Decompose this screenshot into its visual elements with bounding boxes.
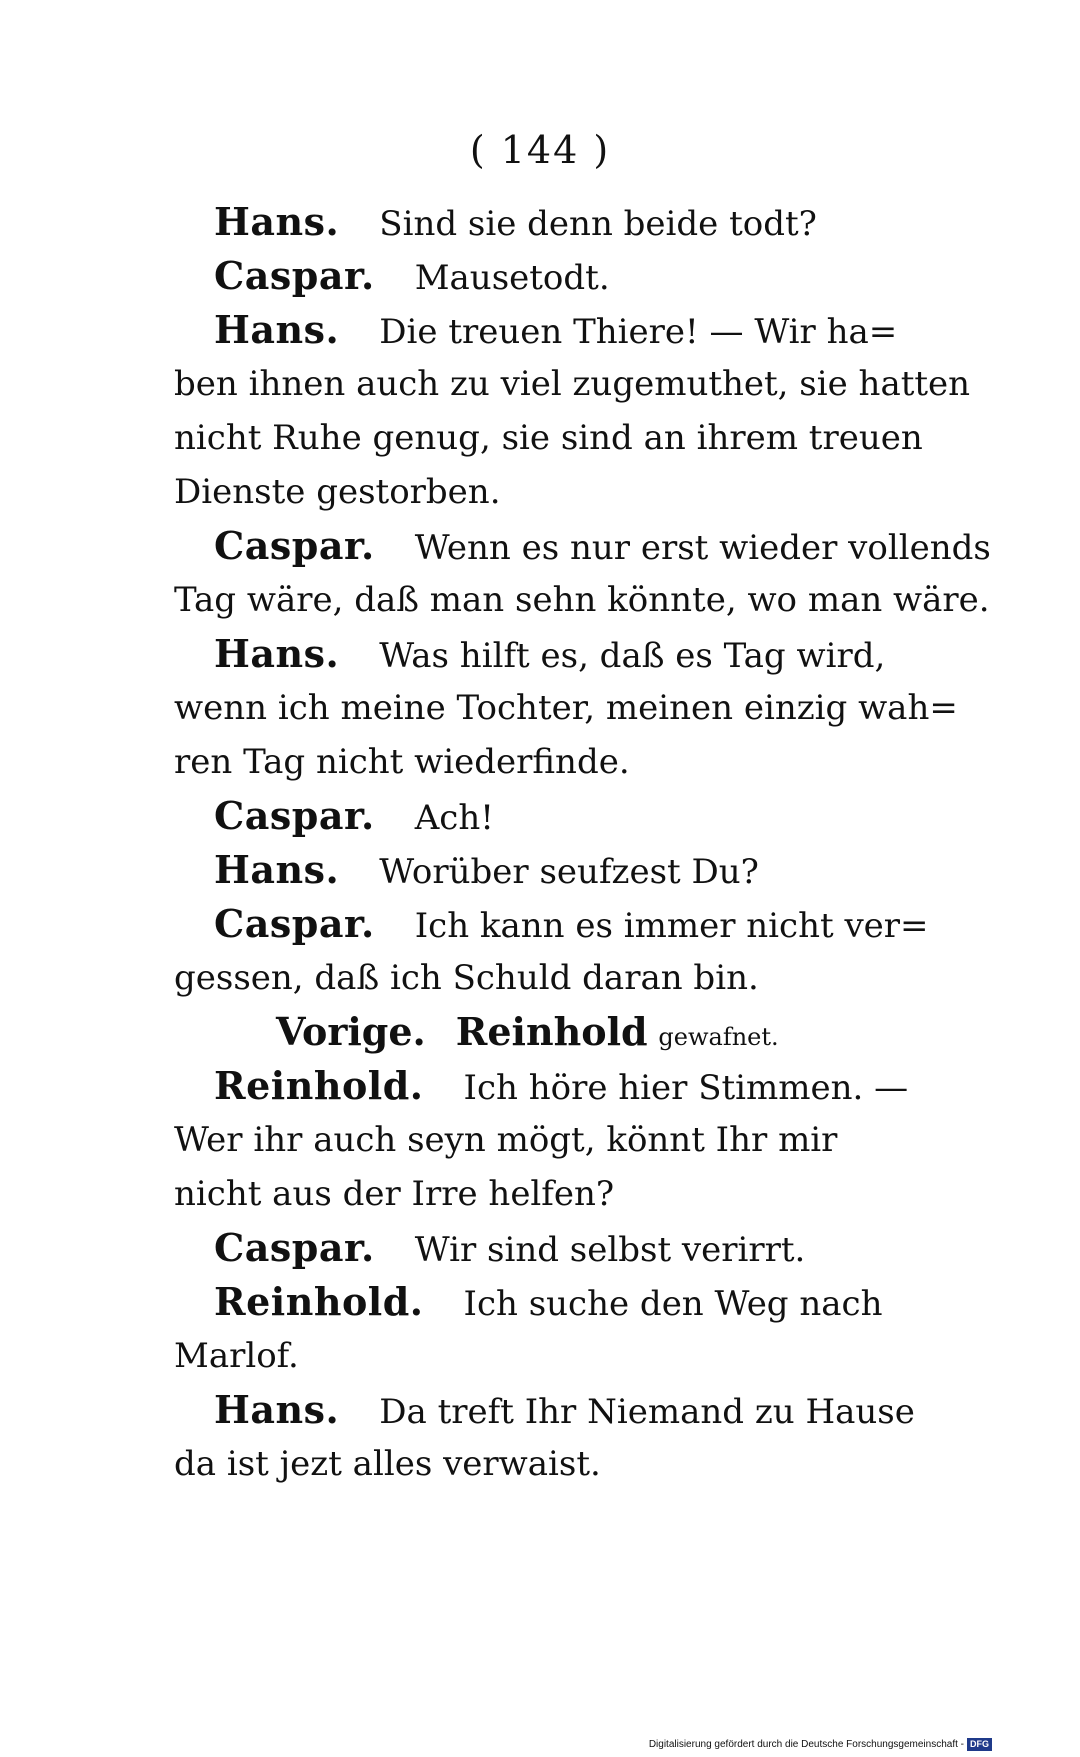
stage-direction	[174, 1005, 878, 1059]
dfg-logo: DFG	[967, 1738, 992, 1751]
speaker-name: Caspar.	[214, 523, 375, 568]
line-text: da ist jezt alles verwaist.	[174, 1444, 601, 1484]
speaker-name: Reinhold.	[214, 1063, 424, 1108]
text-line	[174, 1167, 878, 1221]
dialogue-line	[174, 1275, 883, 1329]
dialogue-line	[174, 519, 991, 573]
line-text: Wenn es nur erst wieder vollends	[414, 528, 991, 568]
line-text: Ach!	[414, 798, 494, 838]
text-line	[174, 1437, 878, 1491]
dialogue-line	[174, 627, 886, 681]
line-text: Da treft Ihr Niemand zu Hause	[379, 1392, 915, 1432]
line-text: Die treuen Thiere! — Wir ha=	[379, 312, 898, 352]
line-text: Tag wäre, daß man sehn könnte, wo man wäre.	[174, 580, 990, 620]
text-line	[174, 357, 971, 411]
text-line	[174, 1329, 878, 1383]
text-line	[174, 681, 958, 735]
line-text: wenn ich meine Tochter, meinen einzig wah=	[174, 688, 958, 728]
footer-credit: Digitalisierung gefördert durch die Deutsche Forschungsgemeinschaft -	[648, 1739, 964, 1750]
speaker-name: Hans.	[214, 631, 340, 676]
dialogue-line	[174, 303, 898, 357]
speaker-name: Caspar.	[214, 793, 375, 838]
speaker-name: Caspar.	[214, 253, 375, 298]
speaker-name: Reinhold.	[214, 1279, 424, 1324]
digitization-footer	[649, 1738, 992, 1751]
dialogue-line	[174, 843, 878, 897]
line-text: nicht aus der Irre helfen?	[174, 1174, 615, 1214]
speaker-name: Hans.	[214, 199, 340, 244]
line-text: Dienste gestorben.	[174, 472, 501, 512]
dialogue-line	[174, 897, 929, 951]
dialogue-text	[174, 195, 991, 1491]
line-text: Ich kann es immer nicht ver=	[414, 906, 929, 946]
speaker-name: Caspar.	[214, 901, 375, 946]
line-text: Sind sie denn beide todt?	[379, 204, 817, 244]
text-line	[174, 573, 990, 627]
stage-direction-entering: Reinhold	[455, 1009, 648, 1054]
speaker-name: Caspar.	[214, 1225, 375, 1270]
dialogue-line	[174, 1221, 878, 1275]
line-text: ren Tag nicht wiederfinde.	[174, 742, 630, 782]
speaker-name: Hans.	[214, 307, 340, 352]
line-text: ben ihnen auch zu viel zugemuthet, sie hatten	[174, 364, 971, 404]
line-text: Wir sind selbst verirrt.	[414, 1230, 806, 1270]
line-text: Ich höre hier Stimmen. —	[463, 1068, 909, 1108]
line-text: Marlof.	[174, 1336, 299, 1376]
text-line	[174, 411, 923, 465]
dialogue-line	[174, 249, 878, 303]
dialogue-line	[174, 1383, 915, 1437]
line-text: Worüber seufzest Du?	[379, 852, 759, 892]
dialogue-line	[174, 195, 878, 249]
page-number: ( 144 )	[469, 128, 611, 172]
line-text: gessen, daß ich Schuld daran bin.	[174, 958, 759, 998]
stage-direction-note: gewafnet.	[658, 1023, 779, 1051]
text-line	[174, 951, 878, 1005]
stage-direction-characters: Vorige.	[276, 1009, 426, 1054]
line-text: Mausetodt.	[414, 258, 610, 298]
line-text: Was hilft es, daß es Tag wird,	[379, 636, 886, 676]
line-text: Wer ihr auch seyn mögt, könnt Ihr mir	[174, 1120, 838, 1160]
dialogue-line	[174, 789, 878, 843]
dialogue-line	[174, 1059, 909, 1113]
line-text: Ich suche den Weg nach	[463, 1284, 883, 1324]
line-text: nicht Ruhe genug, sie sind an ihrem treuen	[174, 418, 923, 458]
text-line	[174, 1113, 878, 1167]
speaker-name: Hans.	[214, 1387, 340, 1432]
speaker-name: Hans.	[214, 847, 340, 892]
text-line	[174, 735, 878, 789]
text-line	[174, 465, 878, 519]
